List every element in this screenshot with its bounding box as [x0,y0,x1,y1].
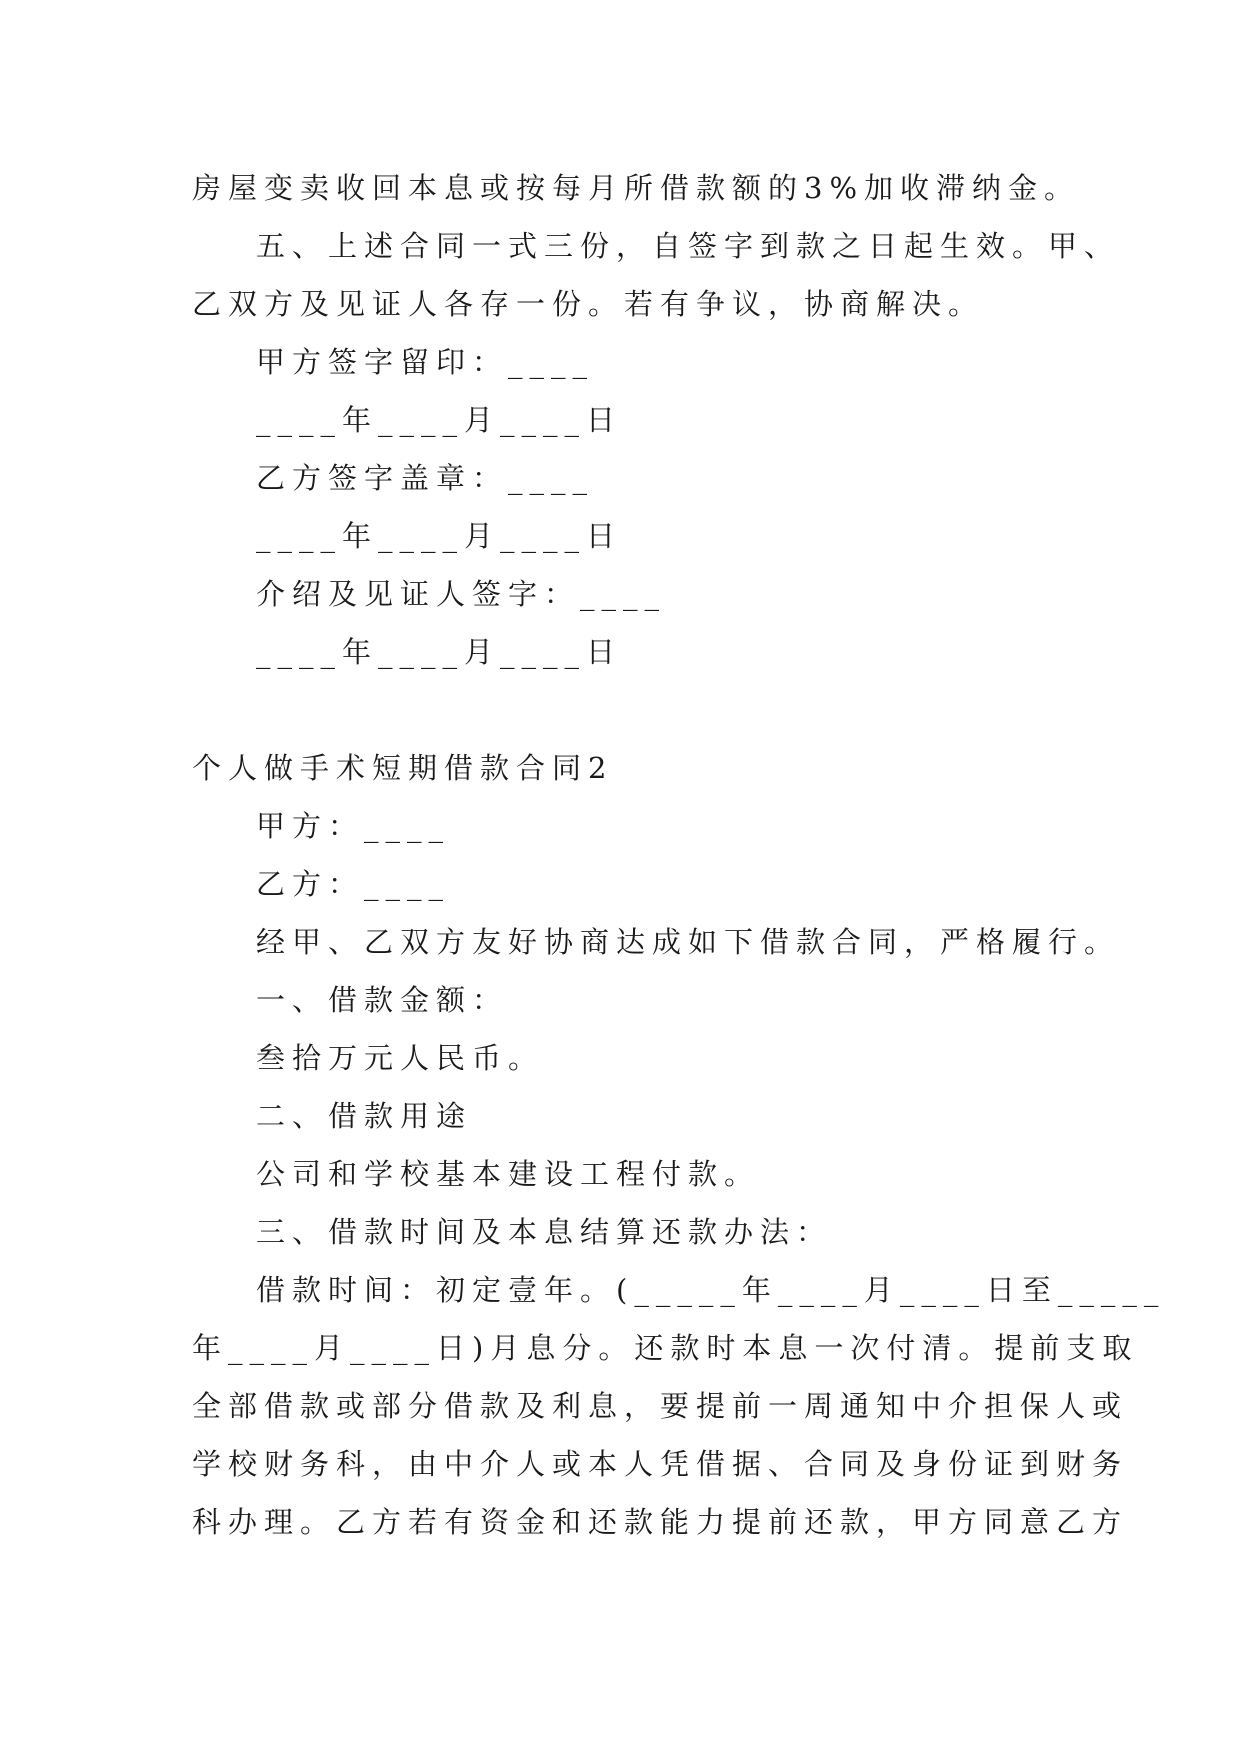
paragraph-line: 学校财务科，由中介人或本人凭借据、合同及身份证到财务 [192,1447,1129,1481]
paragraph-line: 经甲、乙双方友好协商达成如下借款合同，严格履行。 [256,925,1121,959]
paragraph-line: 五、上述合同一式三份，自签字到款之日起生效。甲、 [256,229,1121,263]
party-a-line: 甲方：____ [256,809,451,843]
date-line: ____年____月____日 [256,519,623,553]
date-line: ____年____月____日 [256,403,623,437]
paragraph-line: 全部借款或部分借款及利息，要提前一周通知中介担保人或 [192,1389,1129,1423]
paragraph-line: 借款时间：初定壹年。(_____年____月____日至_____ [256,1273,1166,1307]
section-heading: 三、借款时间及本息结算还款办法： [256,1215,833,1249]
signature-line-witness: 介绍及见证人签字：____ [256,577,667,611]
date-line: ____年____月____日 [256,635,623,669]
party-b-line: 乙方：____ [256,867,451,901]
signature-line-party-b: 乙方签字盖章：____ [256,461,595,495]
paragraph-line: 年____月____日)月息分。还款时本息一次付清。提前支取 [192,1331,1139,1365]
section-heading: 一、借款金额： [256,983,509,1017]
paragraph-line: 房屋变卖收回本息或按每月所借款额的3%加收滞纳金。 [192,171,1081,205]
paragraph-line: 公司和学校基本建设工程付款。 [256,1157,761,1191]
paragraph-line: 叁拾万元人民币。 [256,1041,545,1075]
paragraph-line: 乙双方及见证人各存一份。若有争议，协商解决。 [192,287,985,321]
section-heading: 二、借款用途 [256,1099,473,1133]
paragraph-line: 科办理。乙方若有资金和还款能力提前还款，甲方同意乙方 [192,1505,1129,1539]
signature-line-party-a: 甲方签字留印：____ [256,345,595,379]
contract-title: 个人做手术短期借款合同2 [192,751,614,785]
